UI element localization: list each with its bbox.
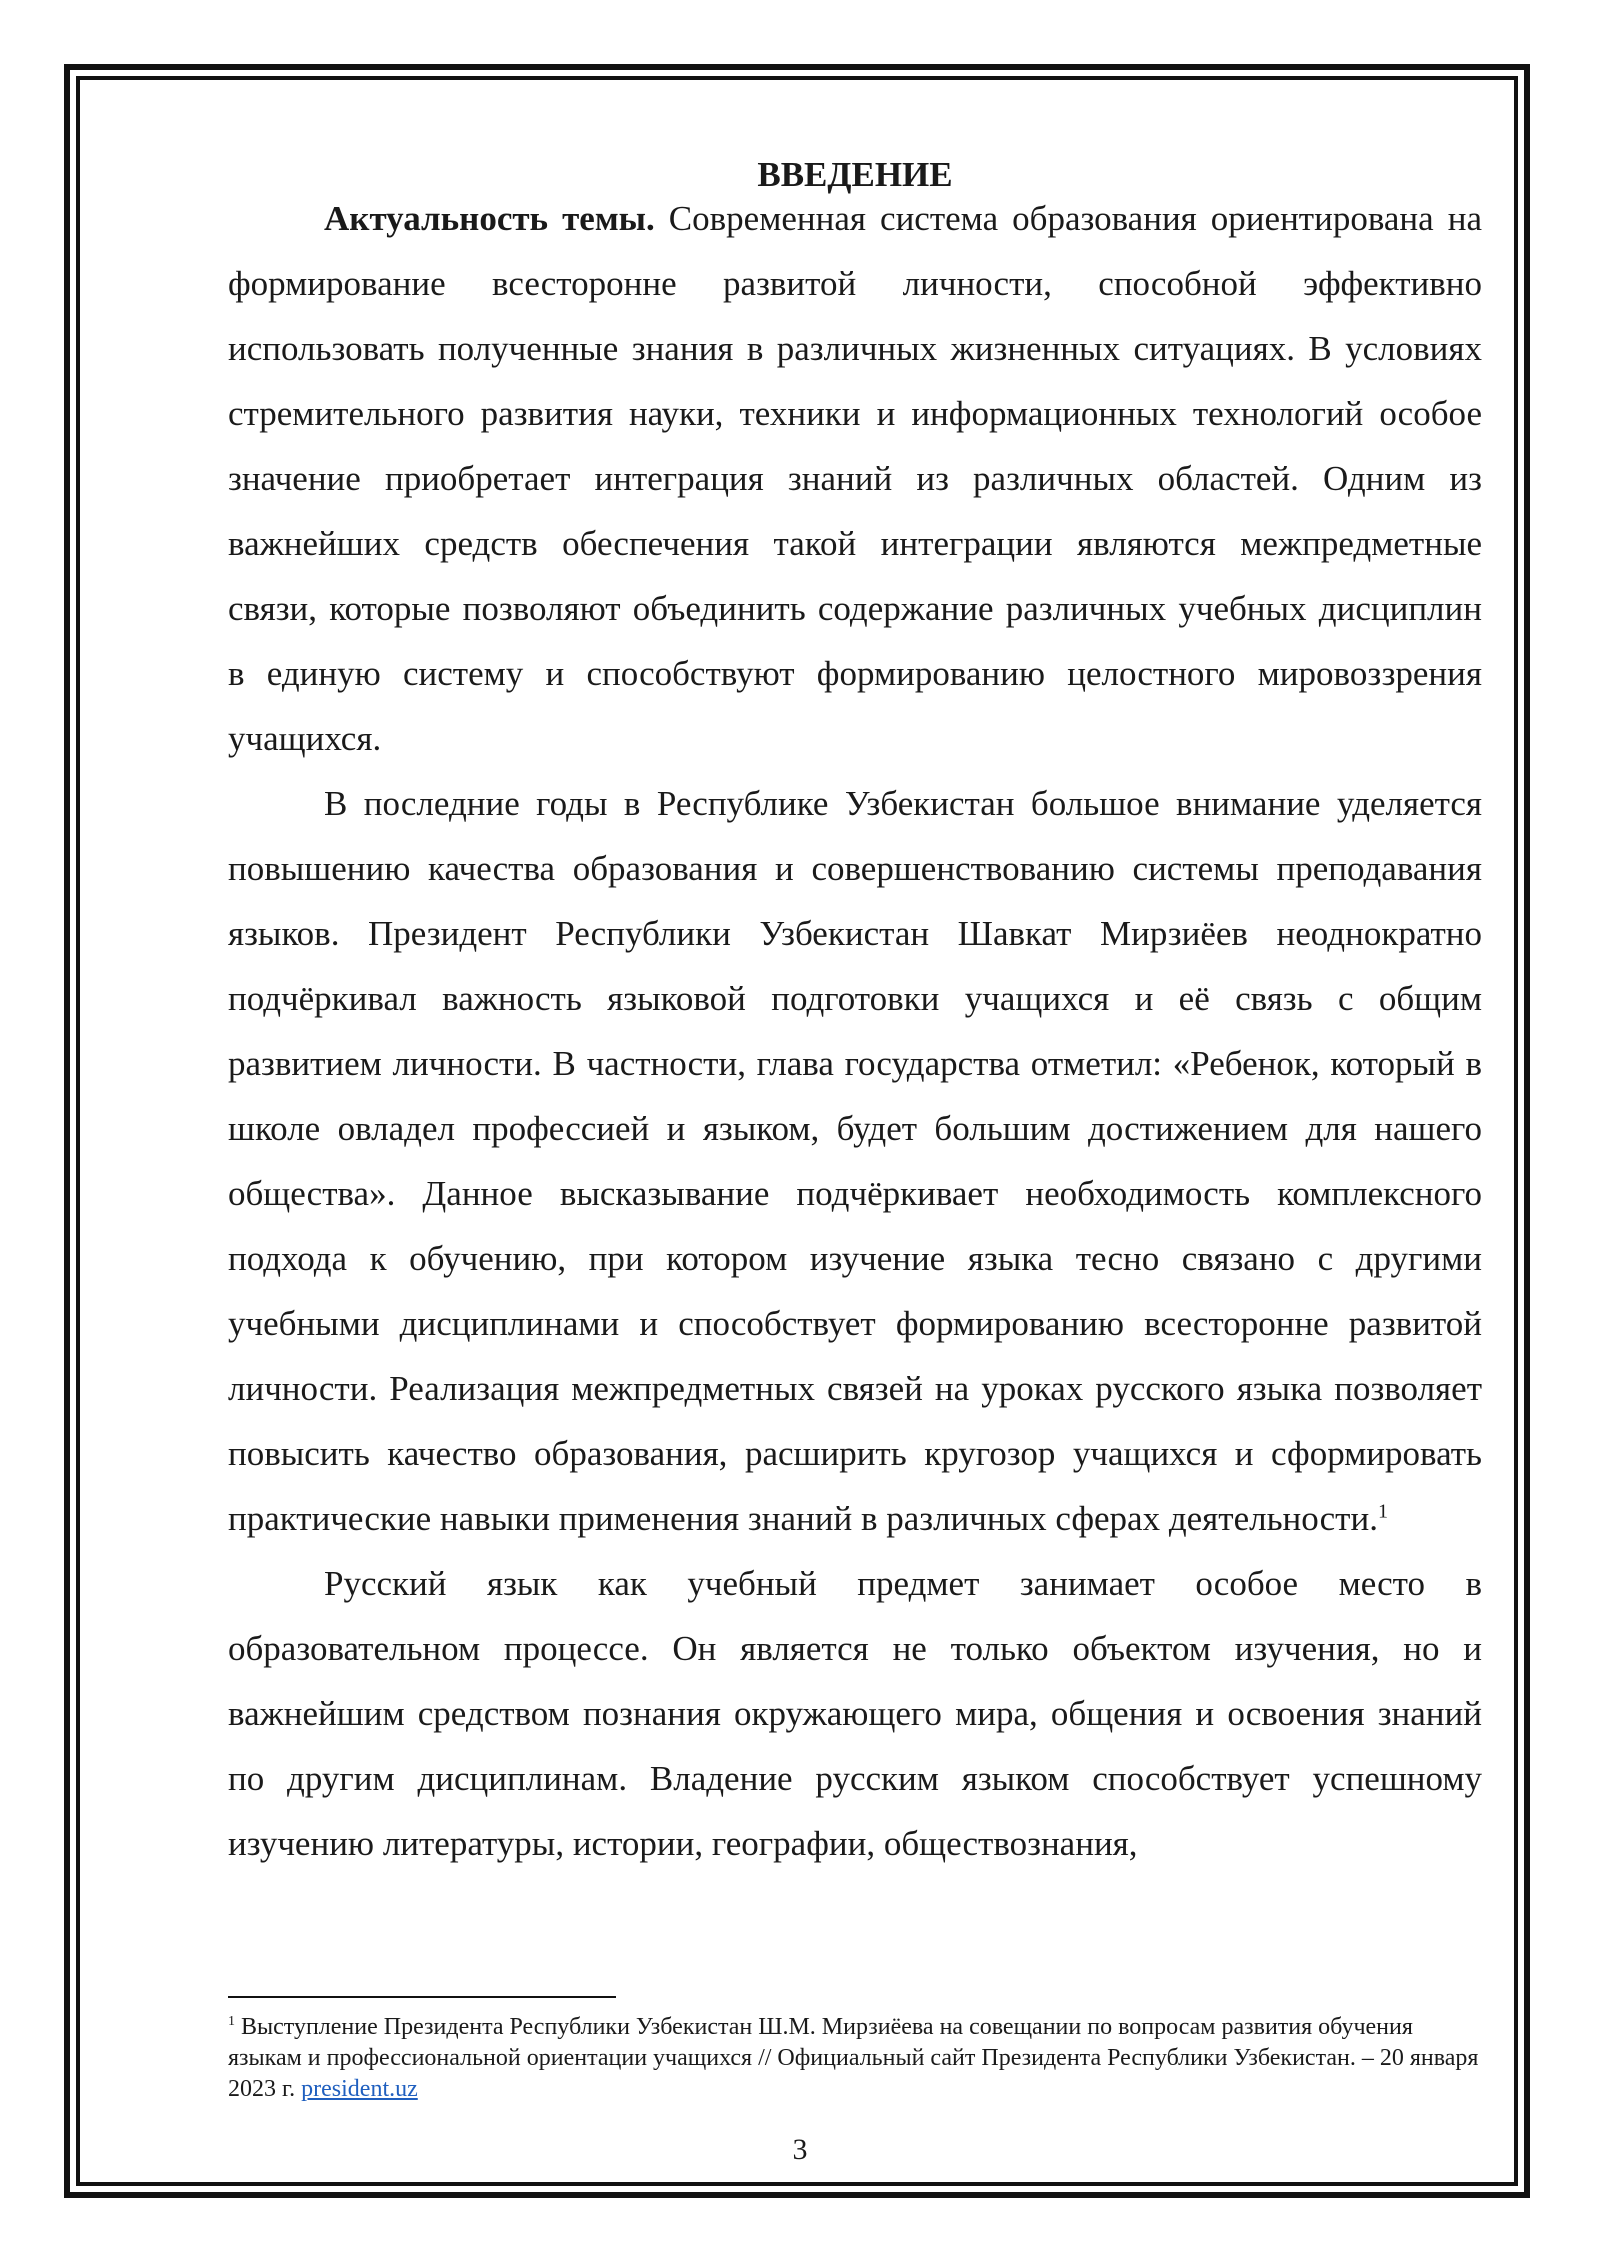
footnote-separator [228, 1996, 616, 1998]
paragraph-text: Русский язык как учебный предмет занимает особое место в образовательном процессе. Он является не только объектом изучения, но и важнейшим средством познания окружающего мира, общения и освоения знаний по другим дисциплинам. Владение русским языком способствует успешному изучению литературы, истории, географии, обществознания, [228, 1564, 1482, 1863]
document-body [228, 150, 1482, 1876]
paragraph-relevance [228, 186, 1482, 771]
paragraph-lead: Актуальность темы. [324, 199, 655, 238]
footnote [228, 2012, 1482, 2105]
footnote-link[interactable]: president.uz [301, 2076, 418, 2102]
page-number: 3 [792, 2133, 808, 2166]
paragraph-russian-language [228, 1551, 1482, 1876]
footnote-reference[interactable]: 1 [1377, 1500, 1388, 1523]
footnote-text: Выступление Президента Республики Узбекистан Ш.М. Мирзиёева на совещании по вопросам развития обучения языкам и профессиональной ориентации учащихся // Официальный сайт Президента Республики Узбекистан. – 20 января 2023 г. [228, 2014, 1479, 2102]
footnote-marker: 1 [228, 2014, 235, 2029]
paragraph-text: В последние годы в Республике Узбекистан большое внимание уделяется повышению качества образования и совершенствованию системы преподавания языков. Президент Республики Узбекистан Шавкат Мирзиёев неоднократно подчёркивал важность языковой подготовки учащихся и её связь с общим развитием личности. В частности, глава государства отметил: «Ребенок, который в школе овладел профессией и языком, будет большим достижением для нашего общества». Данное высказывание подчёркивает необходимость комплексного подхода к обучению, при котором изучение языка тесно связано с другими учебными дисциплинами и способствует формированию всесторонне развитой личности. Реализация межпредметных связей на уроках русского языка позволяет повысить качество образования, расширить кругозор учащихся и сформировать практические навыки применения знаний в различных сферах деятельности. [228, 784, 1482, 1538]
section-heading: ВВЕДЕНИЕ [757, 155, 953, 194]
paragraph-text: Современная система образования ориентирована на формирование всесторонне развитой личности, способной эффективно использовать полученные знания в различных жизненных ситуациях. В условиях стремительного развития науки, техники и информационных технологий особое значение приобретает интеграция знаний из различных областей. Одним из важнейших средств обеспечения такой интеграции являются межпредметные связи, которые позволяют объединить содержание различных учебных дисциплин в единую систему и способствуют формированию целостного мировоззрения учащихся. [228, 199, 1483, 758]
paragraph-uzbekistan [228, 771, 1482, 1551]
